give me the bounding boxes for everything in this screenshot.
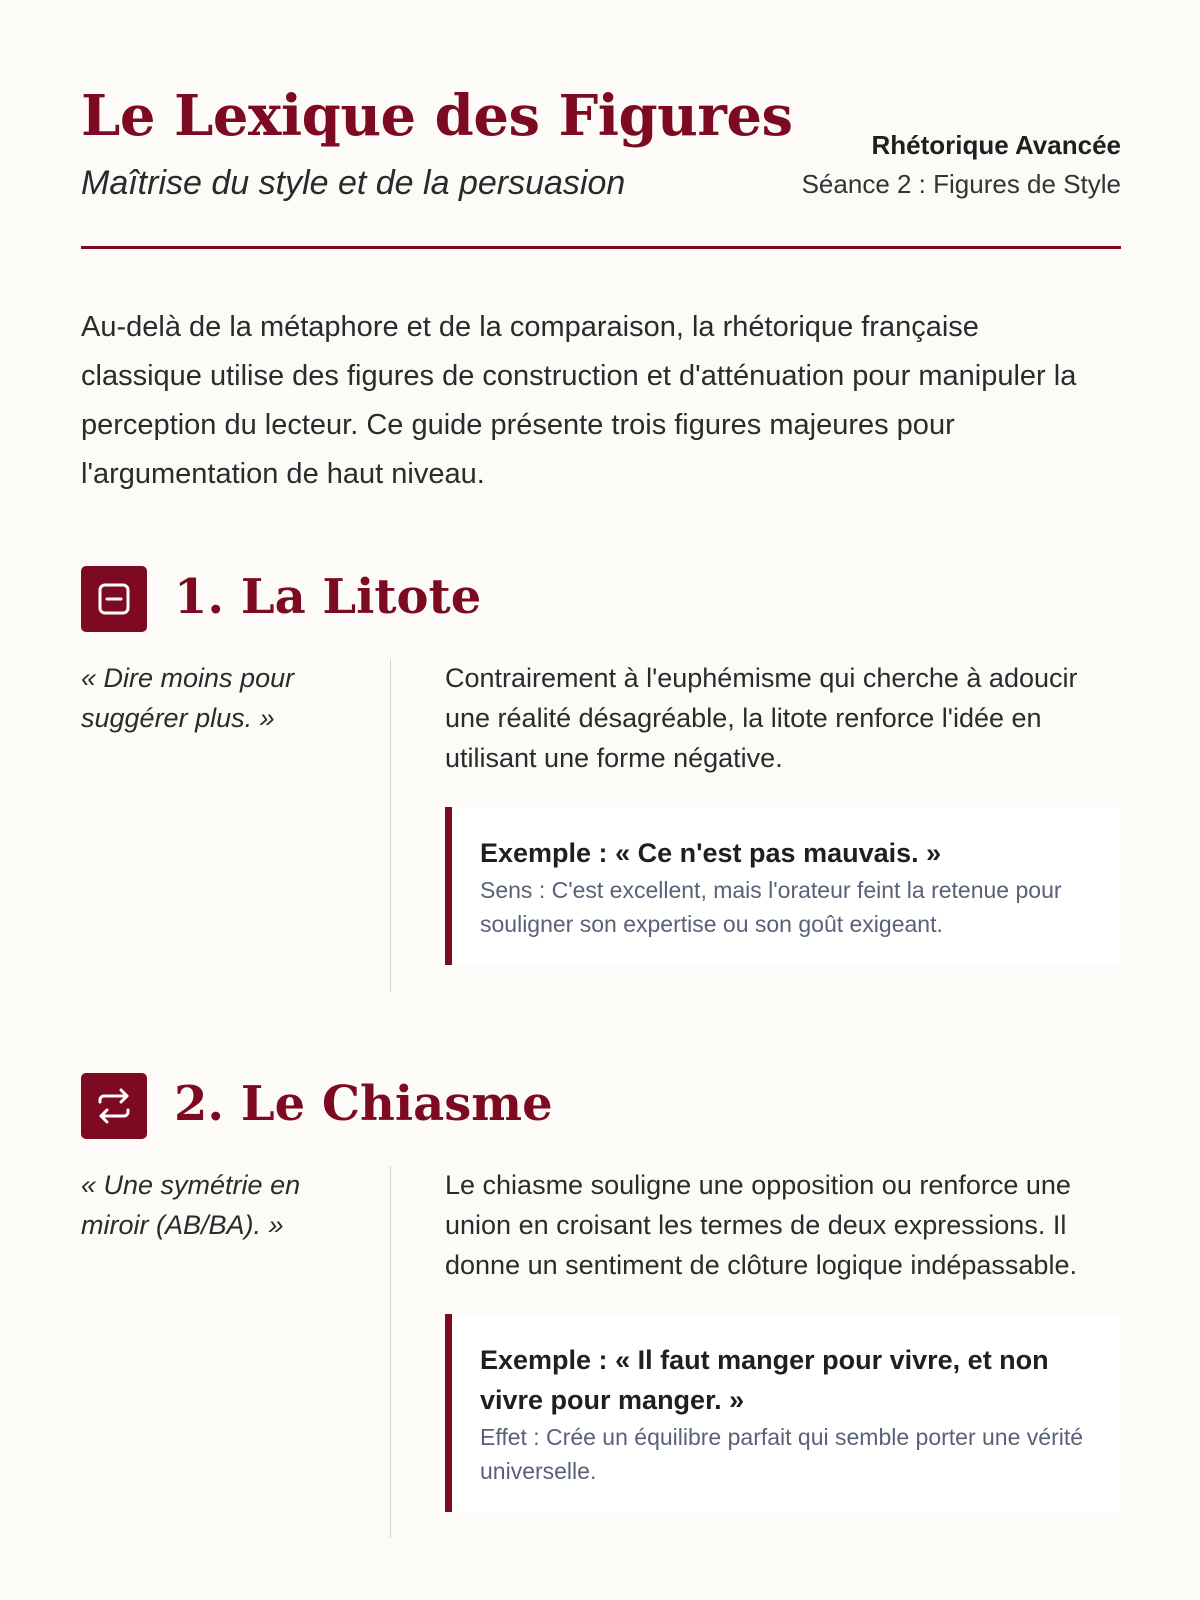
example-quote: « Ce n'est pas mauvais. »	[615, 838, 942, 868]
intro-paragraph: Au-delà de la métaphore et de la comparaison, la rhétorique française classique utilise des figures de construction et d'atténuation pour manipuler la perception du lecteur. Ce guide présente trois figures majeures pour l'argumentation de haut niveau.	[81, 311, 1077, 490]
example-label: Exemple :	[480, 1345, 608, 1375]
section-content	[445, 1165, 1121, 1512]
minus-square-icon	[81, 566, 147, 632]
session-label: Séance 2 : Figures de Style	[801, 169, 1121, 199]
course-name: Rhétorique Avancée	[871, 130, 1121, 160]
section-description: Contrairement à l'euphémisme qui cherche à adoucir une réalité désagréable, la litote renforce l'idée en utilisant une forme négative.	[445, 663, 1078, 773]
example-line	[480, 1340, 1095, 1420]
example-note: Effet : Crée un équilibre parfait qui semble porter une vérité universelle.	[480, 1424, 1084, 1484]
section-description: Le chiasme souligne une opposition ou renforce une union en croisant les termes de deux expressions. Il donne un sentiment de clôture logique indépassable.	[445, 1170, 1077, 1280]
section-content	[445, 658, 1121, 965]
column-divider	[390, 659, 391, 992]
example-box	[445, 807, 1121, 965]
example-box	[445, 1314, 1121, 1512]
header-divider	[81, 246, 1121, 249]
header	[81, 78, 1121, 248]
section-title: 2. Le Chiasme	[174, 1076, 553, 1132]
section-chiasme	[81, 1073, 1121, 1543]
swap-arrows-icon	[81, 1073, 147, 1139]
section-litote	[81, 566, 1121, 996]
example-quote: « Il faut manger pour vivre, et non vivre pour manger. »	[480, 1345, 1049, 1415]
page-title: Le Lexique des Figures	[81, 83, 793, 149]
example-line	[480, 833, 1095, 873]
course-meta	[802, 130, 1121, 200]
example-note: Sens : C'est excellent, mais l'orateur feint la retenue pour souligner son expertise ou son goût exigeant.	[480, 877, 1062, 937]
column-divider	[390, 1166, 391, 1538]
section-title: 1. La Litote	[174, 569, 482, 625]
example-label: Exemple :	[480, 838, 608, 868]
section-motto: « Une symétrie en miroir (AB/BA). »	[81, 1170, 301, 1240]
section-motto: « Dire moins pour suggérer plus. »	[81, 663, 295, 733]
page-subtitle: Maîtrise du style et de la persuasion	[81, 164, 626, 202]
